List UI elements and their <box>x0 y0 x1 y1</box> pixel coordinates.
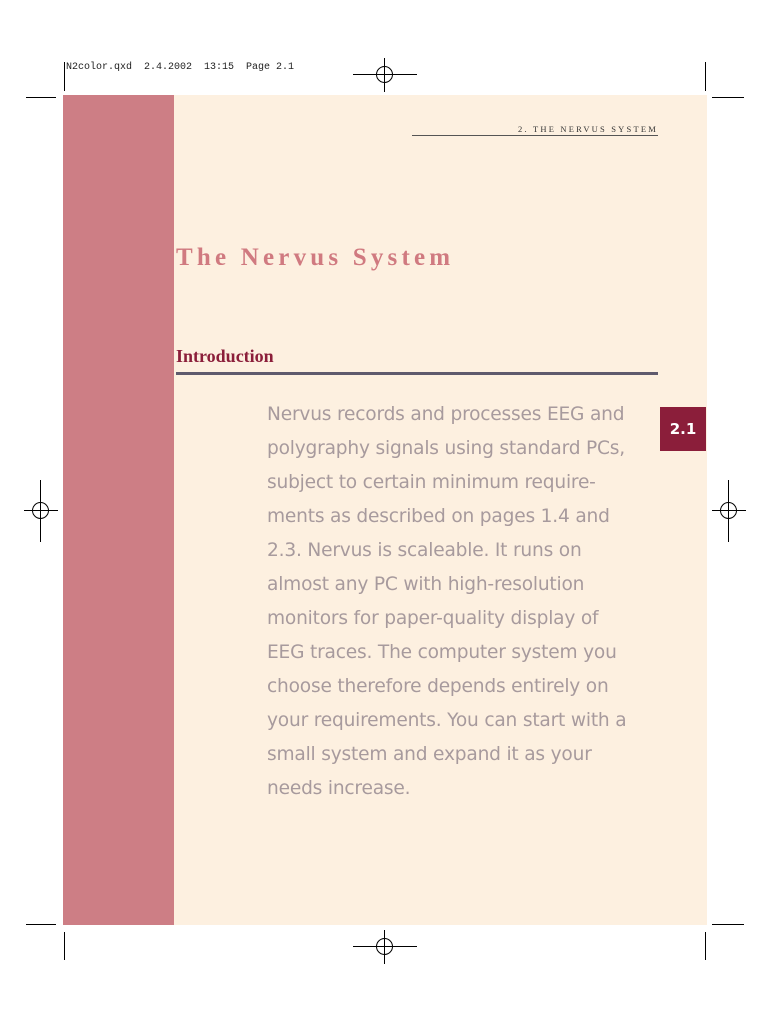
body-line: EEG traces. The computer system you <box>267 642 617 663</box>
body-line: almost any PC with high-resolution <box>267 574 585 595</box>
body-line: needs increase. <box>267 778 411 799</box>
body-line: ments as described on pages 1.4 and <box>267 506 610 527</box>
page-title: The Nervus System <box>176 244 455 271</box>
body-line: your requirements. You can start with a <box>267 710 627 731</box>
body-line: choose therefore depends entirely on <box>267 676 609 697</box>
registration-crosshair-icon <box>712 480 746 542</box>
registration-crosshair-icon <box>353 58 417 92</box>
print-slug: N2color.qxd 2.4.2002 13:15 Page 2.1 <box>66 62 295 73</box>
body-line: 2.3. Nervus is scaleable. It runs on <box>267 540 582 561</box>
page-number-tab: 2.1 <box>660 407 706 451</box>
body-paragraph <box>267 398 647 806</box>
body-line: monitors for paper-quality display of <box>267 608 599 629</box>
section-rule <box>176 372 658 375</box>
running-head: 2. THE NERVUS SYSTEM <box>412 124 658 136</box>
registration-crosshair-icon <box>353 930 417 964</box>
body-line: polygraphy signals using standard PCs, <box>267 438 626 459</box>
body-line: subject to certain minimum require- <box>267 472 596 493</box>
body-line: small system and expand it as your <box>267 744 592 765</box>
section-heading: Introduction <box>176 346 274 366</box>
sidebar-color-band <box>63 95 174 925</box>
registration-crosshair-icon <box>24 480 58 542</box>
body-line: Nervus records and processes EEG and <box>267 404 625 425</box>
